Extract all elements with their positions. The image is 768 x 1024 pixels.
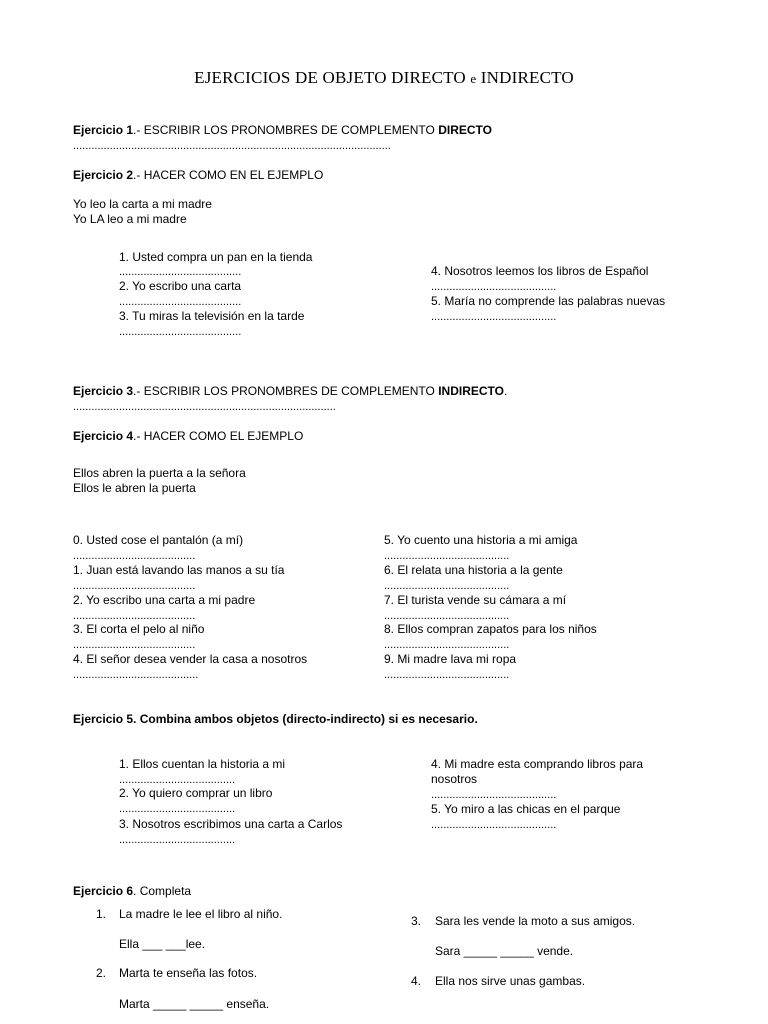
exercise-5-item-2: 2. Yo quiero comprar un libro <box>119 786 273 800</box>
exercise-6-item-3-answer: Sara _____ _____ vende. <box>435 944 574 958</box>
exercise-4-example-1: Ellos abren la puerta a la señora <box>73 466 246 480</box>
answer-line: ........................................ <box>73 639 196 651</box>
exercise-2-item-5: 5. María no comprende las palabras nuevas <box>431 294 666 308</box>
answer-line: ......................................... <box>384 610 510 622</box>
exercise-3-heading: Ejercicio 3.- ESCRIBIR LOS PRONOMBRES DE COMPLEMENTO INDIRECTO. <box>73 384 508 398</box>
exercise-2-example-2: Yo LA leo a mi madre <box>73 212 187 226</box>
exercise-4-item-7: 7. El turista vende su cámara a mí <box>384 593 567 607</box>
exercise-3-answer-line: ...................................................................................... <box>73 401 336 413</box>
exercise-5-item-3: 3. Nosotros escribimos una carta a Carlos <box>119 817 343 831</box>
answer-line: ......................................... <box>431 789 557 801</box>
exercise-5-item-4-cont: nosotros <box>431 772 478 786</box>
page-title: EJERCICIOS DE OBJETO DIRECTO e INDIRECTO <box>194 68 574 87</box>
exercise-6-item-number: 2. <box>96 966 107 980</box>
exercise-6-heading: Ejercicio 6. Completa <box>73 884 192 898</box>
answer-line: ...................................... <box>119 774 236 786</box>
answer-line: ......................................... <box>431 819 557 831</box>
exercise-1-heading: Ejercicio 1.- ESCRIBIR LOS PRONOMBRES DE COMPLEMENTO DIRECTO <box>73 123 493 137</box>
answer-line: ......................................... <box>431 311 557 323</box>
exercise-6-item-2-answer: Marta _____ _____ enseña. <box>119 997 270 1011</box>
exercise-4-item-6: 6. El relata una historia a la gente <box>384 563 563 577</box>
exercise-4-heading: Ejercicio 4.- HACER COMO EL EJEMPLO <box>73 429 304 443</box>
answer-line: ......................................... <box>384 669 510 681</box>
exercise-6-item-2: Marta te enseña las fotos. <box>119 966 258 980</box>
exercise-4-item-5: 5. Yo cuento una historia a mi amiga <box>384 533 578 547</box>
exercise-6-item-1: La madre le lee el libro al niño. <box>119 907 283 921</box>
exercise-6-item-number: 4. <box>411 974 422 988</box>
answer-line: ...................................... <box>119 803 236 815</box>
exercise-6-item-4: Ella nos sirve unas gambas. <box>435 974 586 988</box>
exercise-4-example-2: Ellos le abren la puerta <box>73 481 196 495</box>
exercise-2-item-2: 2. Yo escribo una carta <box>119 279 242 293</box>
answer-line: ......................................... <box>73 669 199 681</box>
answer-line: ........................................ <box>73 550 196 562</box>
exercise-6-item-3: Sara les vende la moto a sus amigos. <box>435 914 636 928</box>
exercise-5-item-1: 1. Ellos cuentan la historia a mi <box>119 757 286 771</box>
exercise-5-item-5: 5. Yo miro a las chicas en el parque <box>431 802 621 816</box>
answer-line: ........................................ <box>119 326 242 338</box>
exercise-2-example-1: Yo leo la carta a mi madre <box>73 197 212 211</box>
exercise-4-item-8: 8. Ellos compran zapatos para los niños <box>384 622 597 636</box>
exercise-4-item-1: 1. Juan está lavando las manos a su tía <box>73 563 285 577</box>
exercise-4-item-3: 3. El corta el pelo al niño <box>73 622 205 636</box>
exercise-4-item-4: 4. El señor desea vender la casa a nosotros <box>73 652 308 666</box>
answer-line: ...................................... <box>119 834 236 846</box>
answer-line: ......................................... <box>384 550 510 562</box>
answer-line: ........................................ <box>119 266 242 278</box>
answer-line: ......................................... <box>431 281 557 293</box>
answer-line: ......................................... <box>384 639 510 651</box>
answer-line: ......................................... <box>384 580 510 592</box>
exercise-5-heading: Ejercicio 5. Combina ambos objetos (directo-indirecto) si es necesario. <box>73 712 478 726</box>
answer-line: ........................................ <box>73 580 196 592</box>
exercise-5-item-4: 4. Mi madre esta comprando libros para <box>431 757 644 771</box>
exercise-6-item-number: 1. <box>96 907 107 921</box>
exercise-2-item-3: 3. Tu miras la televisión en la tarde <box>119 309 305 323</box>
exercise-2-item-1: 1. Usted compra un pan en la tienda <box>119 250 313 264</box>
exercise-6-item-1-answer: Ella ___ ___lee. <box>119 937 206 951</box>
answer-line: ........................................ <box>119 296 242 308</box>
exercise-1-answer-line: ........................................................................................................ <box>73 140 391 152</box>
exercise-4-item-9: 9. Mi madre lava mi ropa <box>384 652 517 666</box>
exercise-4-item-2: 2. Yo escribo una carta a mi padre <box>73 593 256 607</box>
exercise-6-item-number: 3. <box>411 914 422 928</box>
exercise-2-item-4: 4. Nosotros leemos los libros de Español <box>431 264 649 278</box>
exercise-2-heading: Ejercicio 2.- HACER COMO EN EL EJEMPLO <box>73 168 324 182</box>
answer-line: ........................................ <box>73 610 196 622</box>
exercise-4-item-0: 0. Usted cose el pantalón (a mí) <box>73 533 244 547</box>
